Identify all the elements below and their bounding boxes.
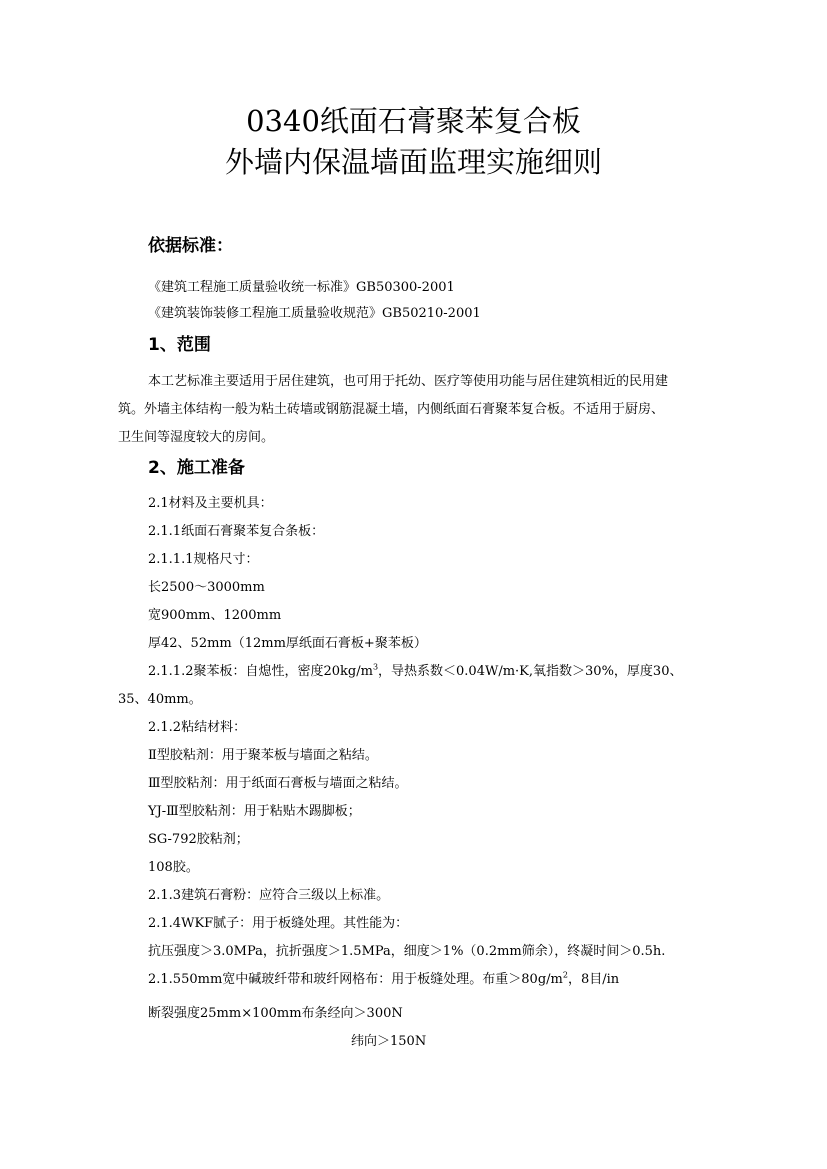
text-run: ，8目/in	[567, 972, 620, 987]
text-run: 2.1.550mm宽中碱玻纤带和玻纤网格布：用于板缝处理。布重＞80g/m	[148, 972, 563, 987]
superscript: 3	[372, 662, 379, 672]
section-line: 抗压强度＞3.0MPa，抗折强度＞1.5MPa，细度＞1%（0.2mm筛余），终凝时间＞0.5h.	[148, 944, 666, 959]
superscript: 2	[562, 970, 568, 980]
section-line: 35、40mm。	[118, 692, 202, 707]
section-line: 断裂强度25mm×100mm布条经向＞300N	[148, 1006, 403, 1021]
section-line: Ⅱ型胶粘剂：用于聚苯板与墙面之粘结。	[148, 748, 378, 763]
section-line: 宽900mm、1200mm	[148, 608, 282, 623]
section-line: 2.1.1纸面石膏聚苯复合条板：	[148, 524, 325, 539]
basis-heading: 依据标准：	[148, 236, 233, 256]
section-line: 2.1.1.1规格尺寸：	[148, 552, 259, 567]
section-line: YJ-Ⅲ型胶粘剂：用于粘贴木踢脚板；	[148, 804, 361, 819]
scope-paragraph-line: 卫生间等湿度较大的房间。	[118, 430, 275, 445]
preparation-heading: 2、施工准备	[148, 458, 245, 478]
text-run: 2.1.1.2聚苯板：自熄性，密度20kg/m	[148, 664, 373, 679]
section-line	[148, 970, 620, 987]
document-title-line2: 外墙内保温墙面监理实施细则	[224, 145, 602, 179]
scope-paragraph-line: 本工艺标准主要适用于居住建筑，也可用于托幼、医疗等使用功能与居住建筑相近的民用建	[148, 374, 669, 389]
section-line: 2.1.4WKF腻子：用于板缝处理。其性能为：	[148, 916, 409, 931]
text-run: ，导热系数＜0.04W/m·K,氧指数＞30%，厚度30、	[378, 664, 683, 679]
document-title-line1: 0340纸面石膏聚苯复合板	[246, 104, 581, 138]
section-line: 108胶。	[148, 860, 199, 875]
section-line: 2.1.3建筑石膏粉：应符合三级以上标准。	[148, 888, 390, 903]
scope-paragraph-line: 筑。外墙主体结构一般为粘土砖墙或钢筋混凝土墙，内侧纸面石膏聚苯复合板。不适用于厨房、	[118, 402, 665, 417]
section-line: 长2500～3000mm	[148, 580, 265, 595]
section-line: 2.1.2粘结材料：	[148, 720, 247, 735]
section-line: 厚42、52mm（12mm厚纸面石膏板+聚苯板）	[148, 636, 427, 651]
standard-item: 《建筑工程施工质量验收统一标准》GB50300-2001	[148, 280, 455, 295]
section-line: SG-792胶粘剂；	[148, 832, 249, 847]
section-line	[148, 662, 683, 679]
section-line: Ⅲ型胶粘剂：用于纸面石膏板与墙面之粘结。	[148, 776, 408, 791]
section-line: 2.1材料及主要机具：	[148, 496, 273, 511]
section-line: 纬向＞150N	[351, 1034, 427, 1049]
standard-item: 《建筑装饰装修工程施工质量验收规范》GB50210-2001	[148, 306, 481, 321]
scope-heading: 1、范围	[148, 335, 211, 355]
